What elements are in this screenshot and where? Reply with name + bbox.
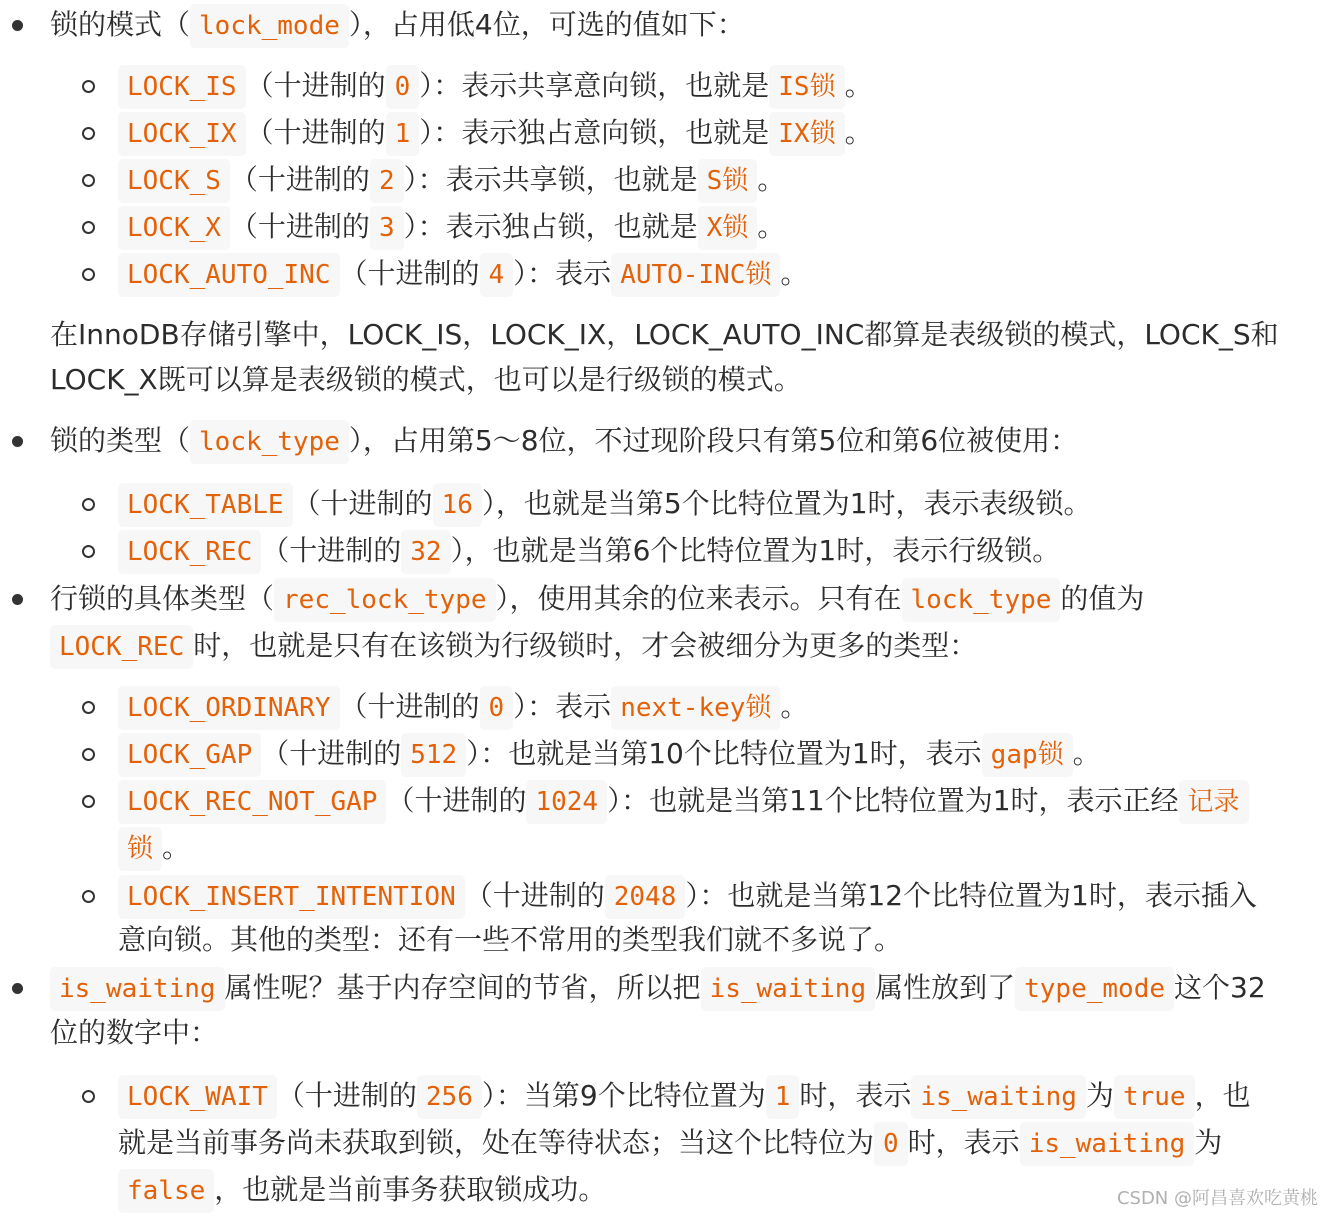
text-run: ），使用其余的位来表示。只有在: [495, 582, 902, 615]
inline-code: LOCK_REC: [50, 625, 193, 669]
sub-bullet-icon: [82, 890, 95, 903]
line: [118, 534, 1061, 567]
line: [50, 971, 1266, 1004]
inline-code: 0: [874, 1122, 908, 1166]
inline-code: 16: [433, 483, 482, 527]
text-run: ），占用第5～8位，不过现阶段只有第5位和第6位被使用：: [348, 424, 1079, 457]
line: [118, 831, 191, 864]
line: [118, 116, 873, 149]
inline-code: IX锁: [769, 112, 844, 156]
inline-code: 2048: [605, 875, 686, 919]
sub-bullet-icon: [82, 174, 95, 187]
text-run: （十进制的: [245, 69, 386, 102]
inline-code: LOCK_WAIT: [118, 1075, 277, 1119]
inline-code: next-key锁: [611, 686, 780, 730]
line: [50, 363, 802, 396]
inline-code: is_waiting: [1020, 1122, 1195, 1166]
text-run: ）：表示独占锁，也就是: [403, 210, 698, 243]
inline-code: 0: [386, 65, 420, 109]
inline-code: LOCK_X: [118, 206, 230, 250]
text-run: ）：也就是当第11个比特位置为1时，表示正经: [607, 784, 1179, 817]
inline-code: gap锁: [982, 733, 1073, 777]
line: [118, 69, 873, 102]
sub-bullet-icon: [82, 80, 95, 93]
text-run: 时，表示: [907, 1126, 1020, 1159]
text-run: 。: [780, 690, 809, 723]
inline-code: true: [1114, 1075, 1195, 1119]
line: [50, 424, 1079, 457]
inline-code: 32: [401, 530, 450, 574]
sub-bullet-icon: [82, 498, 95, 511]
sub-bullet-icon: [82, 701, 95, 714]
inline-code: LOCK_S: [118, 159, 230, 203]
text-run: 时，也就是只有在该锁为行级锁时，才会被细分为更多的类型：: [193, 629, 978, 662]
inline-code: LOCK_INSERT_INTENTION: [118, 875, 465, 919]
text-run: ）：也就是当第12个比特位置为1时，表示插入: [685, 879, 1257, 912]
inline-code: LOCK_GAP: [118, 733, 261, 777]
text-run: （十进制的: [229, 163, 370, 196]
inline-code: 0: [480, 686, 514, 730]
inline-code: LOCK_REC: [118, 530, 261, 574]
text-run: ）：表示共享意向锁，也就是: [419, 69, 770, 102]
line: [118, 1079, 1251, 1112]
bullet-icon: [12, 20, 23, 31]
inline-code: 512: [401, 733, 466, 777]
text-run: （十进制的: [292, 487, 433, 520]
line: [50, 582, 1145, 615]
text-run: ）：当第9个比特位置为: [481, 1079, 766, 1112]
bullet-icon: [12, 436, 23, 447]
text-run: （十进制的: [386, 784, 527, 817]
line: [50, 8, 745, 41]
text-run: （十进制的: [339, 257, 480, 290]
line: [50, 629, 978, 662]
text-run: ）：表示独占意向锁，也就是: [419, 116, 770, 149]
text-run: （十进制的: [261, 737, 402, 770]
line: [118, 1173, 607, 1206]
text-run: 属性放到了: [875, 971, 1016, 1004]
line: [118, 879, 1257, 912]
text-run: ），占用低4位，可选的值如下：: [348, 8, 745, 41]
text-run: 为: [1085, 1079, 1114, 1112]
line: [118, 690, 809, 723]
inline-code: LOCK_ORDINARY: [118, 686, 340, 730]
text-run: 锁的模式（: [50, 8, 191, 41]
bullet-icon: [12, 983, 23, 994]
line: [118, 784, 1249, 817]
text-run: 。: [757, 163, 786, 196]
inline-code: 1: [386, 112, 420, 156]
inline-code: LOCK_AUTO_INC: [118, 253, 340, 297]
line: [50, 1016, 219, 1049]
inline-code: 记录: [1179, 780, 1249, 824]
text-run: 时，表示: [799, 1079, 912, 1112]
text-run: 的值为: [1060, 582, 1145, 615]
text-run: 属性呢？基于内存空间的节省，所以把: [224, 971, 701, 1004]
text-run: ）：表示: [513, 257, 612, 290]
text-run: 位的数字中：: [50, 1016, 219, 1049]
text-run: ）：表示共享锁，也就是: [403, 163, 698, 196]
inline-code: rec_lock_type: [274, 578, 496, 622]
inline-code: S锁: [698, 159, 758, 203]
inline-code: false: [118, 1169, 214, 1213]
text-run: 行锁的具体类型（: [50, 582, 275, 615]
text-run: 就是当前事务尚未获取到锁，处在等待状态；当这个比特位为: [118, 1126, 875, 1159]
inline-code: IS锁: [769, 65, 844, 109]
sub-bullet-icon: [82, 221, 95, 234]
inline-code: 4: [480, 253, 514, 297]
text-run: ）：表示: [513, 690, 612, 723]
sub-bullet-icon: [82, 127, 95, 140]
text-run: 。: [162, 831, 191, 864]
inline-code: 1024: [526, 780, 607, 824]
text-run: （十进制的: [276, 1079, 417, 1112]
text-run: ），也就是当第5个比特位置为1时，表示表级锁。: [481, 487, 1092, 520]
inline-code: lock_type: [902, 578, 1061, 622]
text-run: 。: [844, 69, 873, 102]
sub-bullet-icon: [82, 748, 95, 761]
text-run: 锁的类型（: [50, 424, 191, 457]
sub-bullet-icon: [82, 545, 95, 558]
line: [118, 163, 786, 196]
bullet-icon: [12, 594, 23, 605]
watermark: CSDN @阿昌喜欢吃黄桃: [1116, 1188, 1318, 1209]
line: [118, 487, 1092, 520]
inline-code: is_waiting: [911, 1075, 1086, 1119]
sub-bullet-icon: [82, 268, 95, 281]
inline-code: LOCK_TABLE: [118, 483, 293, 527]
text-run: （十进制的: [464, 879, 605, 912]
text-run: ，也: [1194, 1079, 1251, 1112]
text-run: 。: [1072, 737, 1101, 770]
text-run: （十进制的: [245, 116, 386, 149]
text-run: ，也就是当前事务获取锁成功。: [214, 1173, 607, 1206]
inline-code: LOCK_IX: [118, 112, 246, 156]
inline-code: type_mode: [1015, 967, 1174, 1011]
line: [118, 923, 903, 956]
inline-code: 锁: [118, 827, 162, 871]
line: [118, 210, 786, 243]
inline-code: AUTO-INC锁: [611, 253, 780, 297]
text-run: LOCK_X既可以算是表级锁的模式，也可以是行级锁的模式。: [50, 363, 802, 396]
line: [118, 737, 1101, 770]
sub-bullet-icon: [82, 1090, 95, 1103]
text-run: （十进制的: [261, 534, 402, 567]
line: [50, 318, 1279, 351]
text-run: 。: [757, 210, 786, 243]
text-run: （十进制的: [229, 210, 370, 243]
inline-code: lock_mode: [190, 4, 349, 48]
line: [118, 257, 809, 290]
inline-code: lock_type: [190, 420, 349, 464]
text-run: ），也就是当第6个比特位置为1时，表示行级锁。: [450, 534, 1061, 567]
text-run: 意向锁。其他的类型：还有一些不常用的类型我们就不多说了。: [118, 923, 903, 956]
inline-code: LOCK_IS: [118, 65, 246, 109]
inline-code: 1: [766, 1075, 800, 1119]
inline-code: 3: [370, 206, 404, 250]
text-run: 在InnoDB存储引擎中，LOCK_IS，LOCK_IX，LOCK_AUTO_INC都算是表级锁的模式，LOCK_S和: [50, 318, 1279, 351]
inline-code: is_waiting: [701, 967, 876, 1011]
inline-code: is_waiting: [50, 967, 225, 1011]
text-run: （十进制的: [339, 690, 480, 723]
inline-code: 2: [370, 159, 404, 203]
inline-code: X锁: [698, 206, 758, 250]
text-run: ）：也就是当第10个比特位置为1时，表示: [466, 737, 982, 770]
text-run: 这个32: [1174, 971, 1266, 1004]
sub-bullet-icon: [82, 795, 95, 808]
text-run: 。: [844, 116, 873, 149]
text-run: 。: [780, 257, 809, 290]
line: [118, 1126, 1223, 1159]
inline-code: 256: [417, 1075, 482, 1119]
text-run: 为: [1194, 1126, 1223, 1159]
inline-code: LOCK_REC_NOT_GAP: [118, 780, 386, 824]
